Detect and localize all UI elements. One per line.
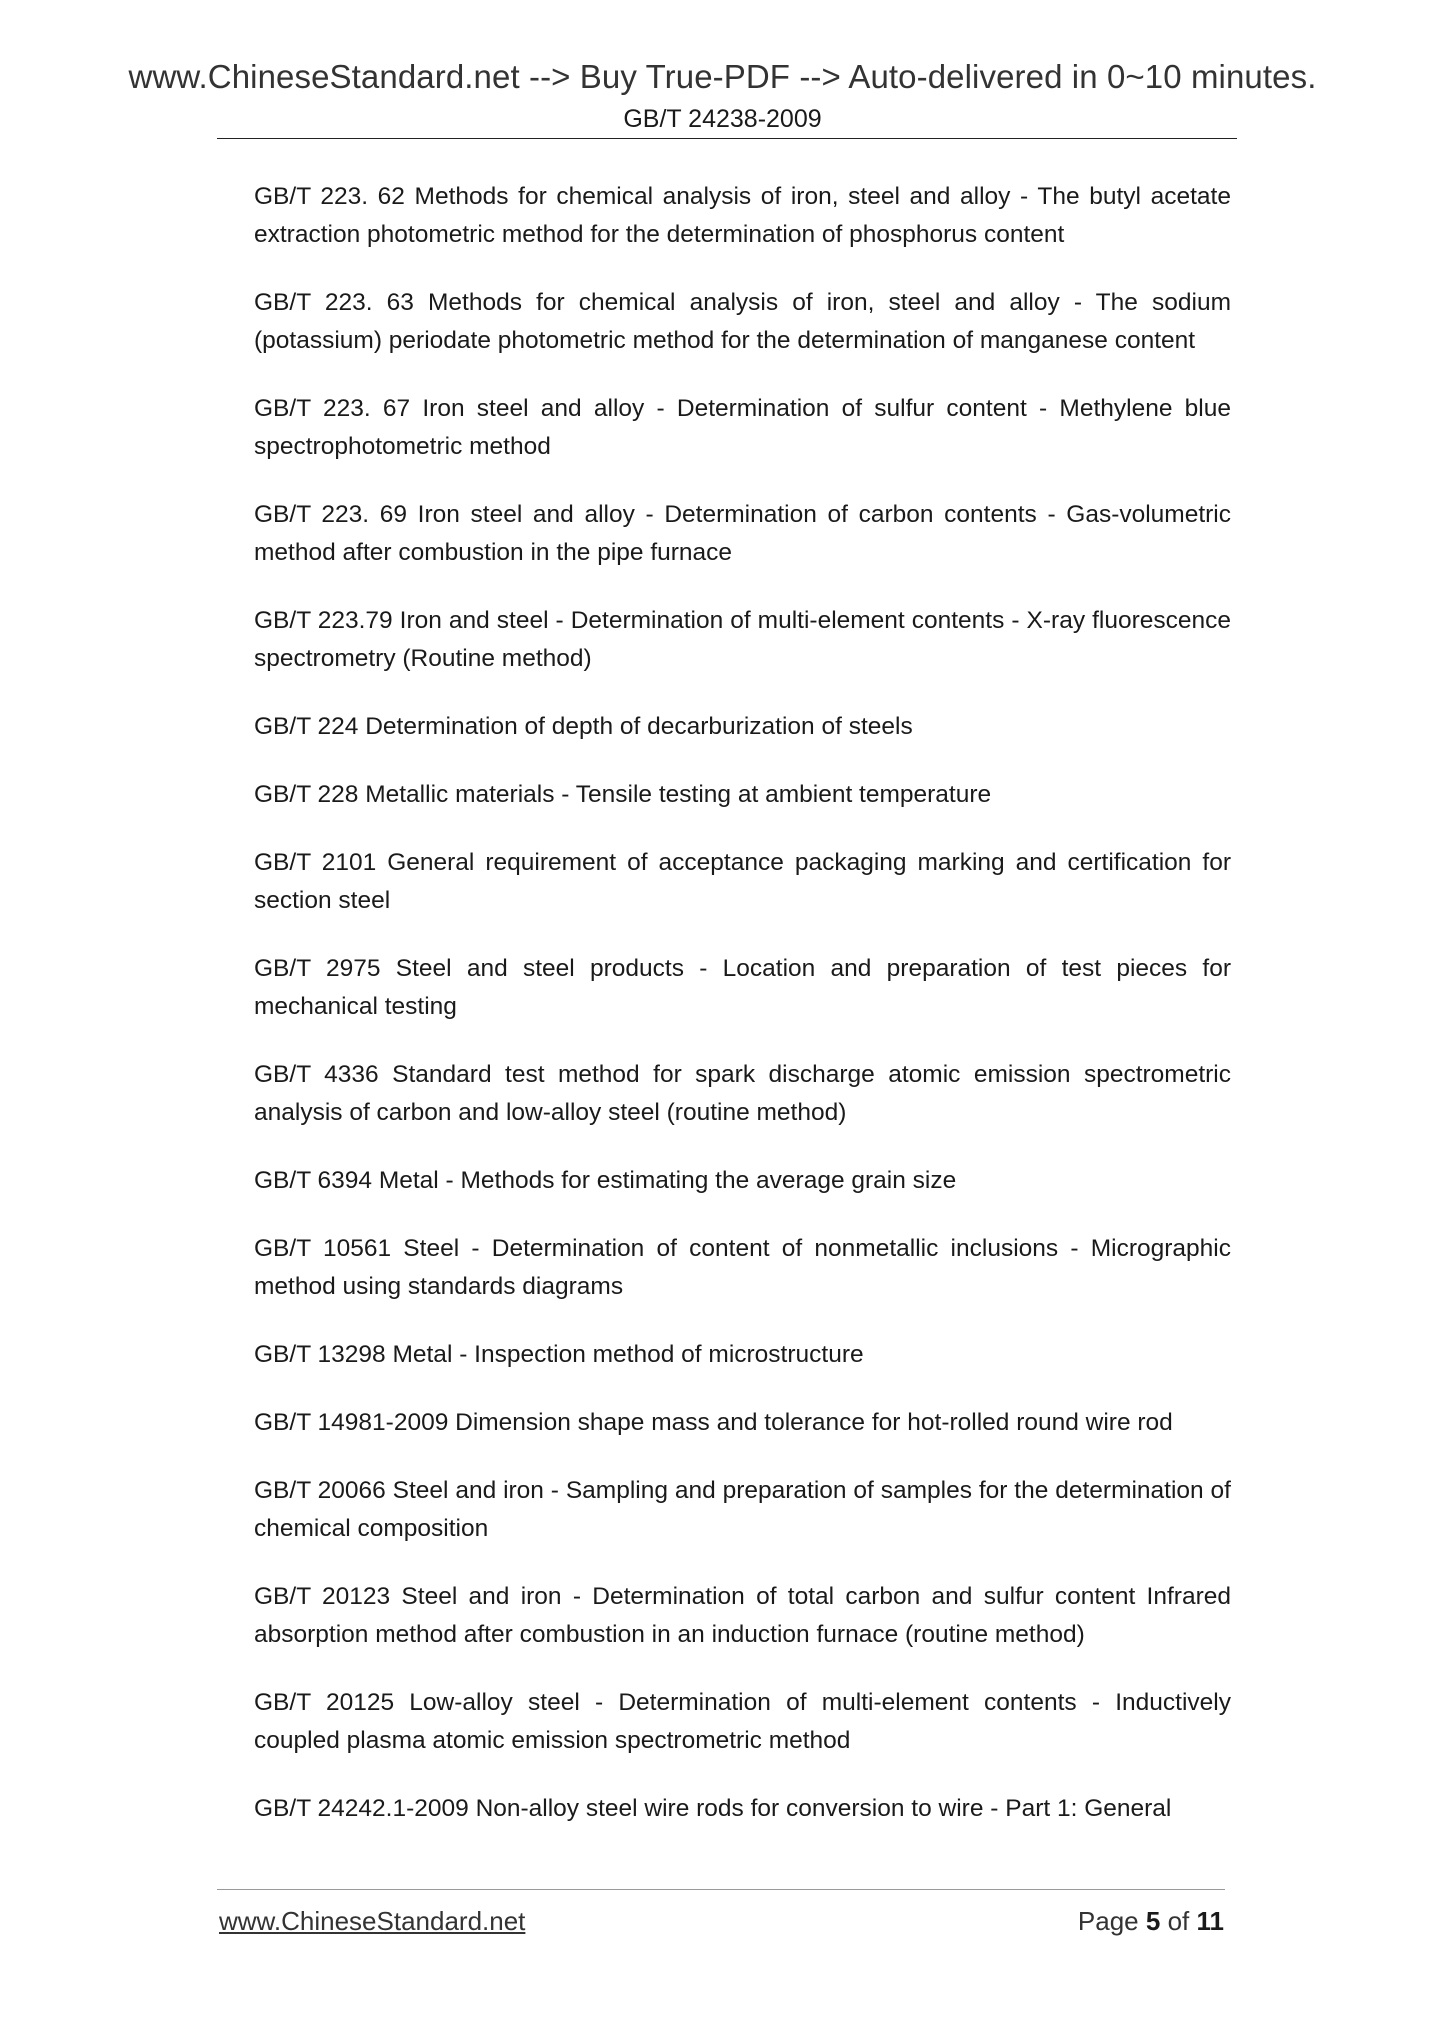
reference-item: GB/T 223. 69 Iron steel and alloy - Determination of carbon contents - Gas-volumetric method after combustion in the pipe furnace [254,501,1231,566]
reference-item: GB/T 223. 62 Methods for chemical analysis of iron, steel and alloy - The butyl acetate extraction photometric method for the determination of phosphorus content [254,183,1231,248]
reference-item: GB/T 223. 63 Methods for chemical analysis of iron, steel and alloy - The sodium (potassium) periodate photometric method for the determination of manganese content [254,289,1231,354]
reference-item: GB/T 2975 Steel and steel products - Location and preparation of test pieces for mechanical testing [254,955,1231,1020]
page-total: 11 [1196,1906,1224,1936]
reference-item: GB/T 6394 Metal - Methods for estimating the average grain size [254,1167,957,1194]
reference-item: GB/T 4336 Standard test method for spark discharge atomic emission spectrometric analysis of carbon and low-alloy steel (routine method) [254,1061,1231,1126]
normative-references-list [254,178,1231,1828]
footer-site-link[interactable]: www.ChineseStandard.net [219,1906,526,1936]
reference-item: GB/T 223. 67 Iron steel and alloy - Determination of sulfur content - Methylene blue spectrophotometric method [254,395,1231,460]
page-prefix: Page [1077,1906,1139,1936]
page-of: of [1167,1906,1190,1936]
page-number [1078,1906,1224,1937]
reference-item: GB/T 223.79 Iron and steel - Determination of multi-element contents - X-ray fluorescence spectrometry (Routine method) [254,607,1231,672]
site-banner: www.ChineseStandard.net --> Buy True-PDF --> Auto-delivered in 0~10 minutes. [128,58,1317,95]
reference-item: GB/T 2101 General requirement of acceptance packaging marking and certification for section steel [254,849,1231,914]
header-divider [217,138,1237,139]
footer-divider [217,1889,1225,1890]
reference-item: GB/T 20123 Steel and iron - Determination of total carbon and sulfur content Infrared absorption method after combustion in an induction furnace (routine method) [254,1583,1231,1648]
reference-item: GB/T 228 Metallic materials - Tensile testing at ambient temperature [254,781,992,808]
reference-item: GB/T 24242.1-2009 Non-alloy steel wire rods for conversion to wire - Part 1: General [254,1795,1172,1822]
reference-item: GB/T 10561 Steel - Determination of content of nonmetallic inclusions - Micrographic method using standards diagrams [254,1235,1231,1300]
reference-item: GB/T 14981-2009 Dimension shape mass and tolerance for hot-rolled round wire rod [254,1409,1173,1436]
standard-code-header: GB/T 24238-2009 [623,105,822,133]
reference-item: GB/T 13298 Metal - Inspection method of microstructure [254,1341,864,1368]
page-current: 5 [1145,1906,1161,1936]
reference-item: GB/T 20125 Low-alloy steel - Determination of multi-element contents - Inductively coupled plasma atomic emission spectrometric method [254,1689,1231,1754]
reference-item: GB/T 20066 Steel and iron - Sampling and preparation of samples for the determination of chemical composition [254,1477,1231,1542]
reference-item: GB/T 224 Determination of depth of decarburization of steels [254,713,913,740]
